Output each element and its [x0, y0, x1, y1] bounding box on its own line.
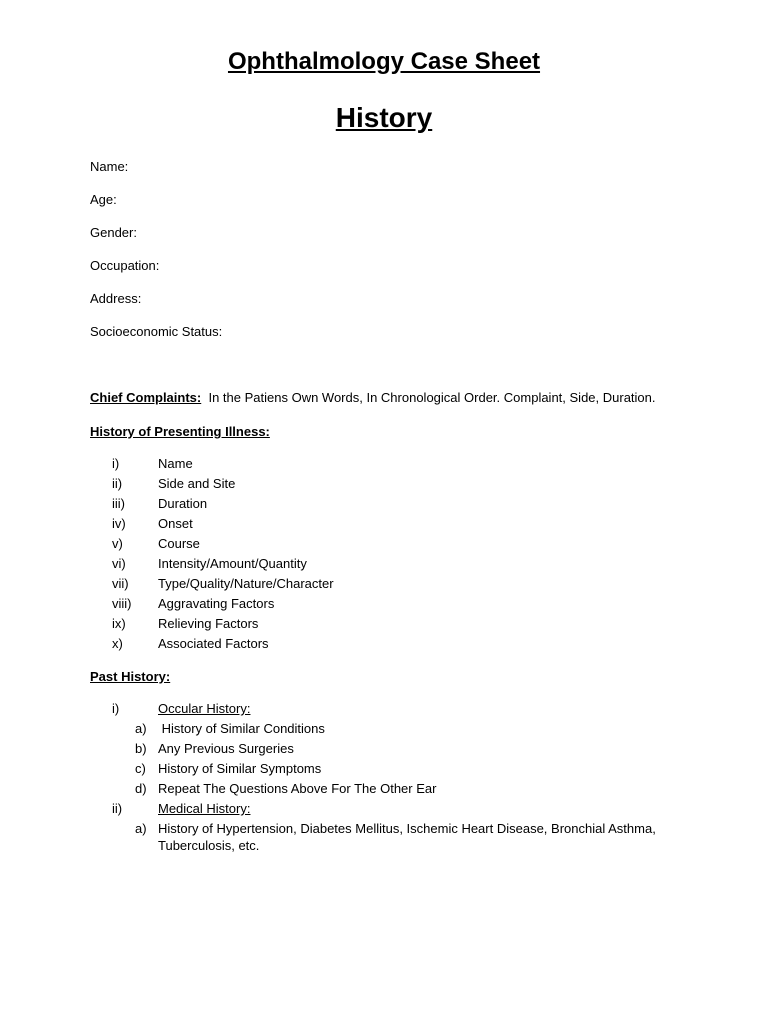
field-gender-label: Gender:: [90, 225, 137, 240]
list-item-number: b): [135, 741, 147, 756]
list-item-number: ii): [112, 476, 123, 491]
list-item-number: ii): [112, 801, 123, 816]
list-item-number: c): [135, 761, 146, 776]
list-item-number: iv): [112, 516, 126, 531]
list-item-number: a): [135, 721, 147, 736]
field-name-label: Name:: [90, 159, 129, 174]
list-item-number: d): [135, 781, 147, 796]
list-item-text: Side and Site: [158, 476, 236, 491]
field-age-label: Age:: [90, 192, 117, 207]
list-item-number: i): [112, 456, 120, 471]
field-occupation-label: Occupation:: [90, 258, 160, 273]
list-item-text: Associated Factors: [158, 636, 269, 651]
list-item-text: Aggravating Factors: [158, 596, 275, 611]
list-item-text: History of Similar Symptoms: [158, 761, 322, 776]
list-item-text: Duration: [158, 496, 208, 511]
list-item-number: viii): [112, 596, 132, 611]
occular-history-title: Occular History:: [158, 701, 251, 716]
list-item-text: Course: [158, 536, 200, 551]
list-item-number: ix): [112, 616, 126, 631]
chief-complaints-text: In the Patiens Own Words, In Chronological Order. Complaint, Side, Duration.: [208, 390, 656, 405]
list-item-text: Repeat The Questions Above For The Other Ear: [158, 781, 437, 796]
chief-complaints: [90, 389, 656, 406]
list-item-text: Type/Quality/Nature/Character: [158, 576, 334, 591]
list-item-number: i): [112, 701, 120, 716]
list-item-text: Onset: [158, 516, 193, 531]
field-socioeconomic-label: Socioeconomic Status:: [90, 324, 223, 339]
list-item-number: x): [112, 636, 123, 651]
list-item-number: v): [112, 536, 123, 551]
list-item-number: iii): [112, 496, 125, 511]
patient-fields: [90, 158, 222, 356]
list-item-text: Any Previous Surgeries: [158, 741, 294, 756]
list-item-number: a): [135, 821, 147, 836]
list-item-text: Relieving Factors: [158, 616, 259, 631]
chief-complaints-heading: Chief Complaints:: [90, 390, 202, 405]
presenting-illness-heading: History of Presenting Illness:: [90, 424, 270, 439]
list-item-text: Intensity/Amount/Quantity: [158, 556, 307, 571]
list-item-number: vi): [112, 556, 126, 571]
medical-history-title: Medical History:: [158, 801, 251, 816]
list-item-number: vii): [112, 576, 129, 591]
list-item-text: History of Hypertension, Diabetes Mellitus, Ischemic Heart Disease, Bronchial Asthma, Tuberculosis, etc.: [158, 821, 656, 853]
document-subtitle: History: [335, 102, 433, 133]
document-title: Ophthalmology Case Sheet: [227, 48, 541, 75]
list-item-text: Name: [158, 456, 193, 471]
field-address-label: Address:: [90, 291, 142, 306]
past-history-heading: Past History:: [90, 669, 171, 684]
list-item-text: History of Similar Conditions: [158, 721, 325, 736]
